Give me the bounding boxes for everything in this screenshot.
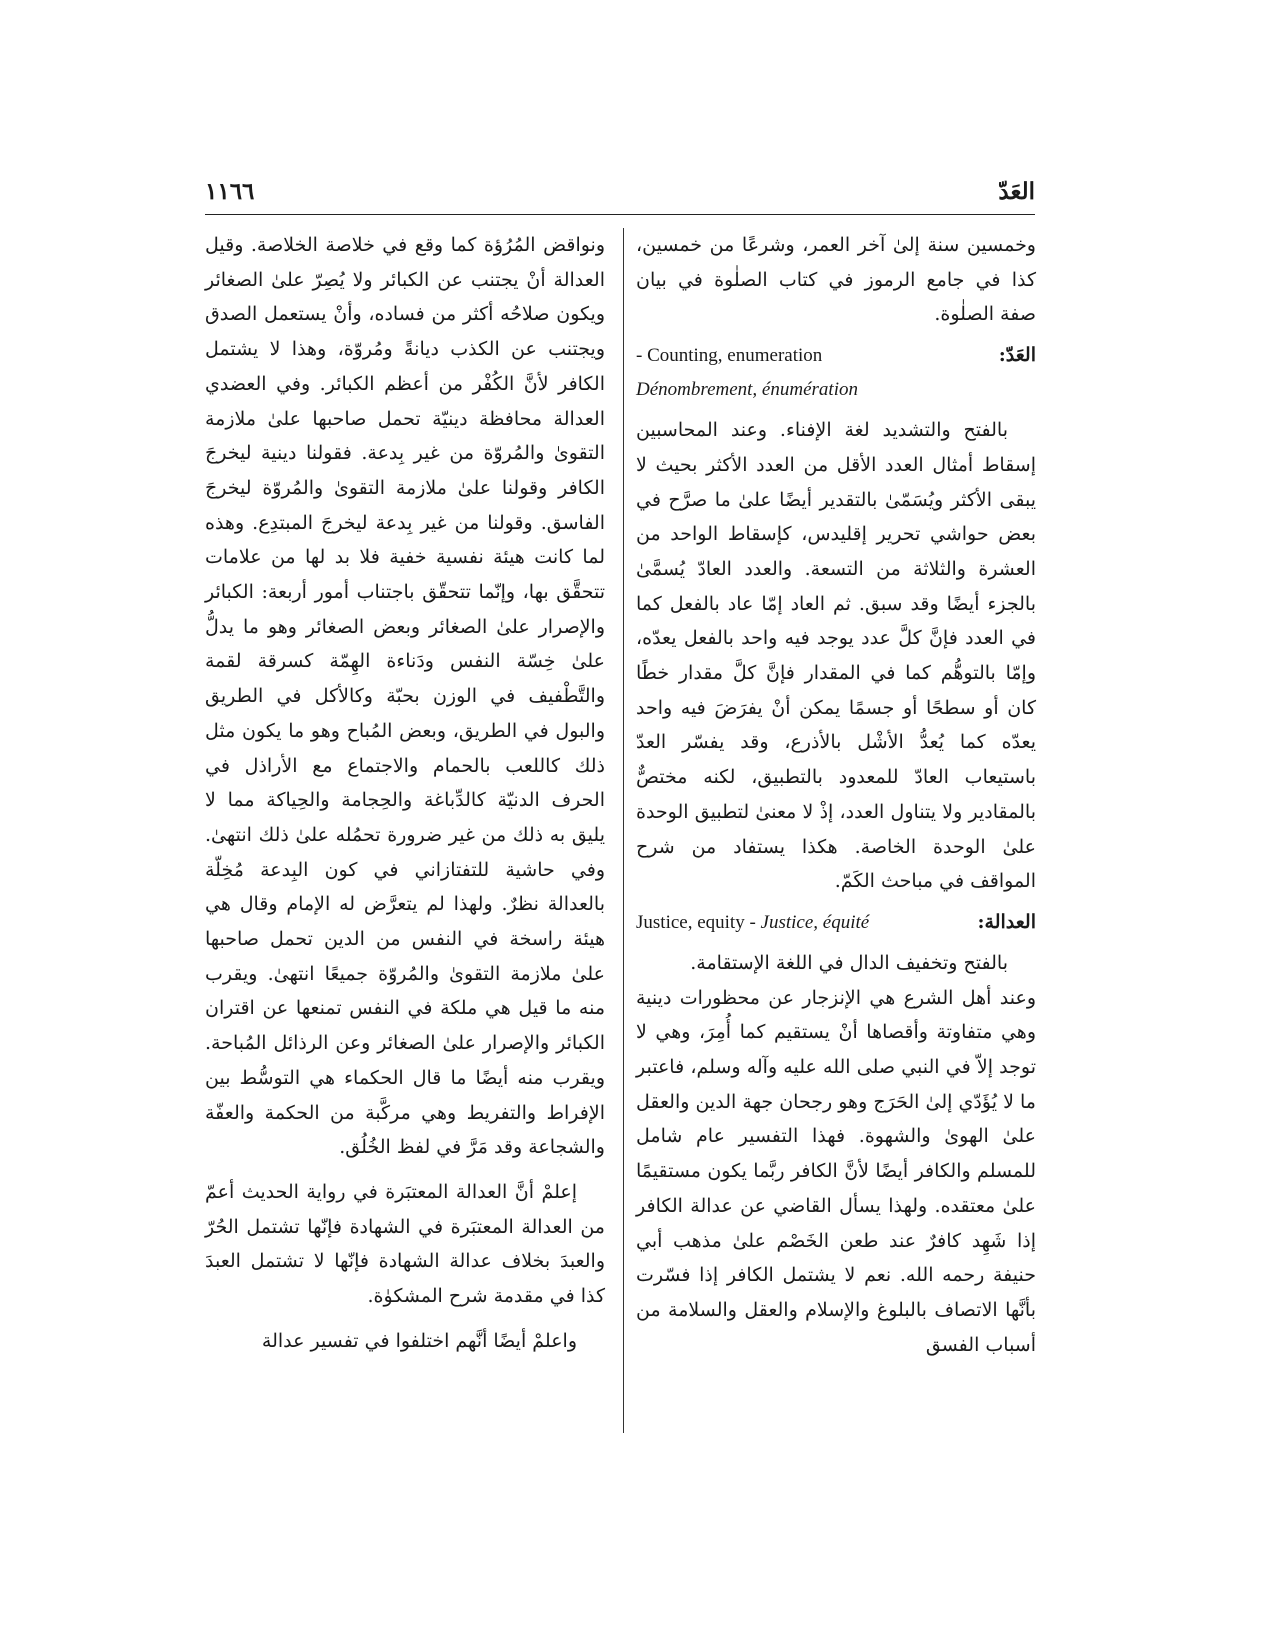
page-number: ١١٦٦ xyxy=(205,178,255,205)
entry-adala-heading xyxy=(636,905,1036,940)
paragraph-adala-lexical: بالفتح وتخفيف الدال في اللغة الإستقامة. xyxy=(690,951,1008,974)
paragraph-gap xyxy=(205,1165,605,1175)
left-column xyxy=(205,228,605,1359)
paragraph-continuation: ونواقض المُرُؤة كما وقع في خلاصة الخلاصة. وقيل العدالة أنْ يجتنب عن الكبائر ولا يُصِرّ علىٰ الصغائر ويكون صلاحُه أكثر من فساده، وأنْ يستعمل الصدق ويجتنب عن الكذب ديانةً ومُروّة، وهذا لا يشتمل الكافر لأنَّ الكُفْر من أعظم الكبائر. وفي العضدي العدالة محافظة دينيّة تحمل صاحبها علىٰ ملازمة التقوىٰ والمُروّة من غير بِدعة. فقولنا دينية ليخرجَ الكافر وقولنا علىٰ ملازمة التقوىٰ والمُروّة ليخرجَ الفاسق. وقولنا من غير بِدعة ليخرجَ المبتدِع. وهذه لما كانت هيئة نفسية خفية فلا بد لها من علامات تتحقَّق بها، وإنّما تتحقّق باجتناب أمور أربعة: الكبائر والإصرار علىٰ الصغائر وبعض الصغائر وهو ما يدلُّ علىٰ خِسّة النفس ودَناءة الهِمّة كسرقة لقمة والتَّطْفيف في الوزن بحبّة وكالأكل في الطريق والبول في الطريق، وبعض المُباح وهو ما يكون مثل ذلك كاللعب بالحمام والاجتماع مع الأراذل في الحرف الدنيّة كالدِّباغة والحِجامة والحِياكة مما لا يليق به ذلك من غير ضرورة تحمُله علىٰ ذلك انتهىٰ. وفي حاشية للتفتازاني في كون البِدعة مُخِلّة بالعدالة نظرٌ. ولهذا لم يتعرَّض له الإمام وقال هي هيئة راسخة في النفس من الدين تحمل صاحبها علىٰ ملازمة التقوىٰ والمُروّة جميعًا انتهىٰ. ويقرب منه ما قيل هي ملكة في النفس تمنعها عن اقتران الكبائر والإصرار علىٰ الصغائر وعن الرذائل المُباحة. ويقرب منه أيضًا ما قال الحكماء هي التوسُّط بين الإفراط والتفريط وهي مركَّبة من الحكمة والعفّة والشجاعة وقد مَرَّ في لفظ الخُلُق. xyxy=(205,234,605,1159)
header-rule xyxy=(205,214,1035,215)
entry-adala-headword: العدالة: xyxy=(977,910,1036,933)
entry-adala xyxy=(636,905,1036,940)
paragraph-adala-sharia: وعند أهل الشرع هي الإنزجار عن محظورات دينية وهي متفاوتة وأقصاها أنْ يستقيم كما أُمِرَ، وهي لا توجد إلاّ في النبي صلى الله عليه وآله وسلم، فاعتبر ما لا يُؤَدّي إلىٰ الحَرَج وهو رجحان جهة الدين والعقل علىٰ الهوىٰ والشهوة. فهذا التفسير عام شامل للمسلم والكافر أيضًا لأنَّ الكافر ربَّما يكون مستقيمًا علىٰ معتقده. ولهذا يسأل القاضي عن عدالة الكافر إذا شَهِد كافرٌ عند طعن الخَصْم علىٰ مذهب أبي حنيفة رحمه الله. نعم لا يشتمل الكافر إذا فسّرت بأنَّها الاتصاف بالبلوغ والإسلام والعقل والسلامة من أسباب الفسق xyxy=(636,986,1036,1356)
running-headword: العَدّ xyxy=(998,178,1035,205)
entry-adad-english: - Counting, enumeration xyxy=(636,345,823,367)
entry-adad-headword: العَدّ: xyxy=(998,344,1036,367)
entry-adala-english: Justice, equity - xyxy=(636,911,756,933)
entry-adad-heading xyxy=(636,338,1036,373)
paragraph-adad-definition: بالفتح والتشديد لغة الإفناء. وعند المحاسبين إسقاط أمثال العدد الأقل من العدد الأكثر بحيث لا يبقى الأكثر ويُسَمّىٰ بالتقدير أيضًا علىٰ ما صرَّح في بعض حواشي تحرير إقليدس، كإسقاط الواحد من العشرة والثلاثة من التسعة. والعدد العادّ يُسمَّىٰ بالجزء أيضًا وقد سبق. ثم العاد إمّا عاد بالفعل كما في العدد فإنَّ كلَّ عدد يوجد فيه واحد بالفعل يعدّه، وإمّا بالتوهُّم كما في المقدار فإنَّ كلَّ مقدار خطًا كان أو سطحًا أو جسمًا يمكن أنْ يفرَضَ فيه واحد يعدّه كما يُعدُّ الأشْل بالأذرع، وقد يفسّر العدّ باستيعاب العادّ للمعدود بالتطبيق، لكنه مختصٌّ بالمقادير ولا يتناول العدد، إذْ لا معنىٰ لتطبيق الوحدة علىٰ الوحدة الخاصة. هكذا يستفاد من شرح المواقف في مباحث الكَمّ. xyxy=(636,419,1036,893)
entry-adala-french: Justice, équité xyxy=(760,911,870,933)
right-column xyxy=(636,228,1036,1362)
paragraph-intro: وخمسين سنة إلىٰ آخر العمر، وشرعًا من خمسين، كذا في جامع الرموز في كتاب الصلٰوة في بيان صفة الصلٰوة. xyxy=(636,234,1036,326)
running-head xyxy=(205,178,1035,212)
entry-adad-french: Dénombrement, énumération xyxy=(636,379,858,401)
paragraph-hadith-justice: إعلمْ أنَّ العدالة المعتبَرة في رواية الحديث أعمّ من العدالة المعتبَرة في الشهادة فإنّها تشتمل الحُرّ والعبدَ بخلاف عدالة الشهادة فإنّها لا تشتمل العبدَ كذا في مقدمة شرح المشكوٰة. xyxy=(205,1180,605,1308)
entry-adala-translation xyxy=(636,906,869,940)
paragraph-gap xyxy=(205,1314,605,1324)
entry-adad xyxy=(636,338,1036,407)
paragraph-closing: واعلمْ أيضًا أنَّهم اختلفوا في تفسير عدالة xyxy=(261,1329,577,1352)
column-divider xyxy=(623,228,624,1433)
